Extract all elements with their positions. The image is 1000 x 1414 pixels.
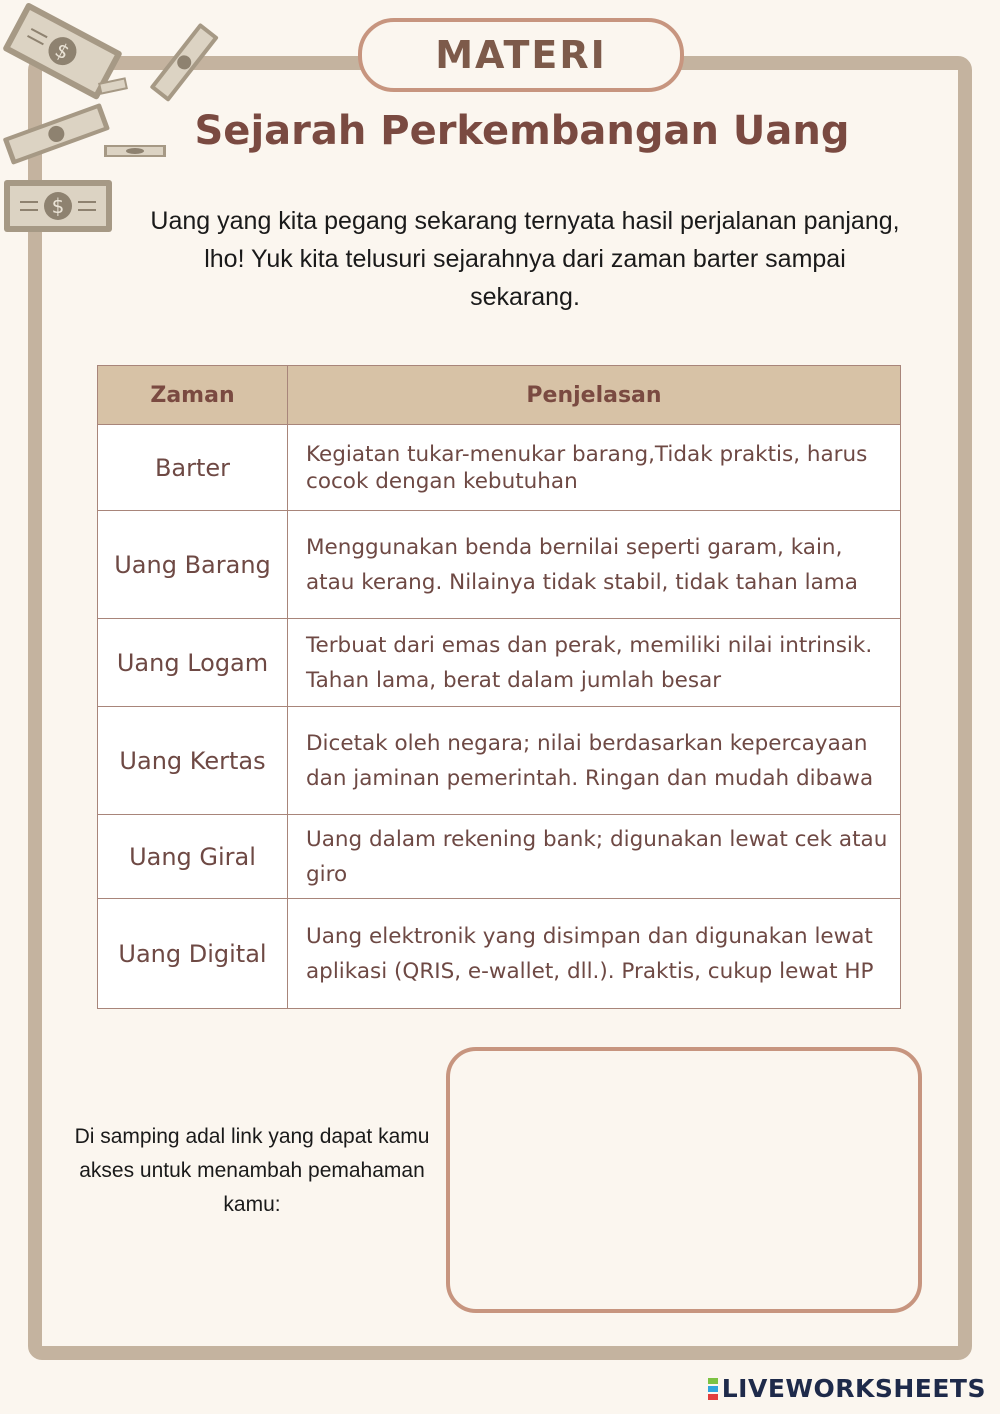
history-table <box>97 365 901 1009</box>
desc-cell: Kegiatan tukar-menukar barang,Tidak praktis, harus cocok dengan kebutuhan <box>288 425 901 511</box>
intro-text: Uang yang kita pegang sekarang ternyata hasil perjalanan panjang, lho! Yuk kita telusuri sejarahnya dari zaman barter sampai sekarang. <box>150 207 900 311</box>
page-title: Sejarah Perkembangan Uang <box>194 108 850 154</box>
liveworksheets-logo-icon <box>708 1377 718 1401</box>
money-bill-icon <box>0 100 112 166</box>
table-header-row <box>98 366 901 425</box>
liveworksheets-watermark[interactable] <box>708 1374 986 1403</box>
table-row <box>98 815 901 899</box>
desc-cell: Uang dalam rekening bank; digunakan lewat cek atau giro <box>288 815 901 899</box>
table-row <box>98 899 901 1009</box>
svg-text:$: $ <box>51 37 74 65</box>
link-box[interactable] <box>446 1047 922 1313</box>
table-row <box>98 707 901 815</box>
desc-cell: Terbuat dari emas dan perak, memiliki nilai intrinsik. Tahan lama, berat dalam jumlah besar <box>288 619 901 707</box>
era-cell: Uang Giral <box>98 815 288 899</box>
money-bill-icon <box>140 8 230 118</box>
era-cell: Uang Digital <box>98 899 288 1009</box>
era-cell: Uang Barang <box>98 511 288 619</box>
table-row <box>98 425 901 511</box>
table-row <box>98 619 901 707</box>
table-row <box>98 511 901 619</box>
watermark-text: LIVEWORKSHEETS <box>721 1374 986 1403</box>
header-penjelasan: Penjelasan <box>288 366 901 425</box>
link-instruction: Di samping adal link yang dapat kamu akses untuk menambah pemahaman kamu: <box>74 1125 430 1216</box>
money-bill-icon <box>96 74 130 98</box>
materi-badge: MATERI <box>358 18 684 92</box>
desc-cell: Dicetak oleh negara; nilai berdasarkan kepercayaan dan jaminan pemerintah. Ringan dan mudah dibawa <box>288 707 901 815</box>
era-cell: Uang Kertas <box>98 707 288 815</box>
era-cell: Uang Logam <box>98 619 288 707</box>
money-bill-icon <box>2 178 114 234</box>
desc-cell: Menggunakan benda bernilai seperti garam, kain, atau kerang. Nilainya tidak stabil, tidak tahan lama <box>288 511 901 619</box>
era-cell: Barter <box>98 425 288 511</box>
desc-cell: Uang elektronik yang disimpan dan digunakan lewat aplikasi (QRIS, e-wallet, dll.). Praktis, cukup lewat HP <box>288 899 901 1009</box>
header-zaman: Zaman <box>98 366 288 425</box>
svg-text:$: $ <box>51 194 65 218</box>
